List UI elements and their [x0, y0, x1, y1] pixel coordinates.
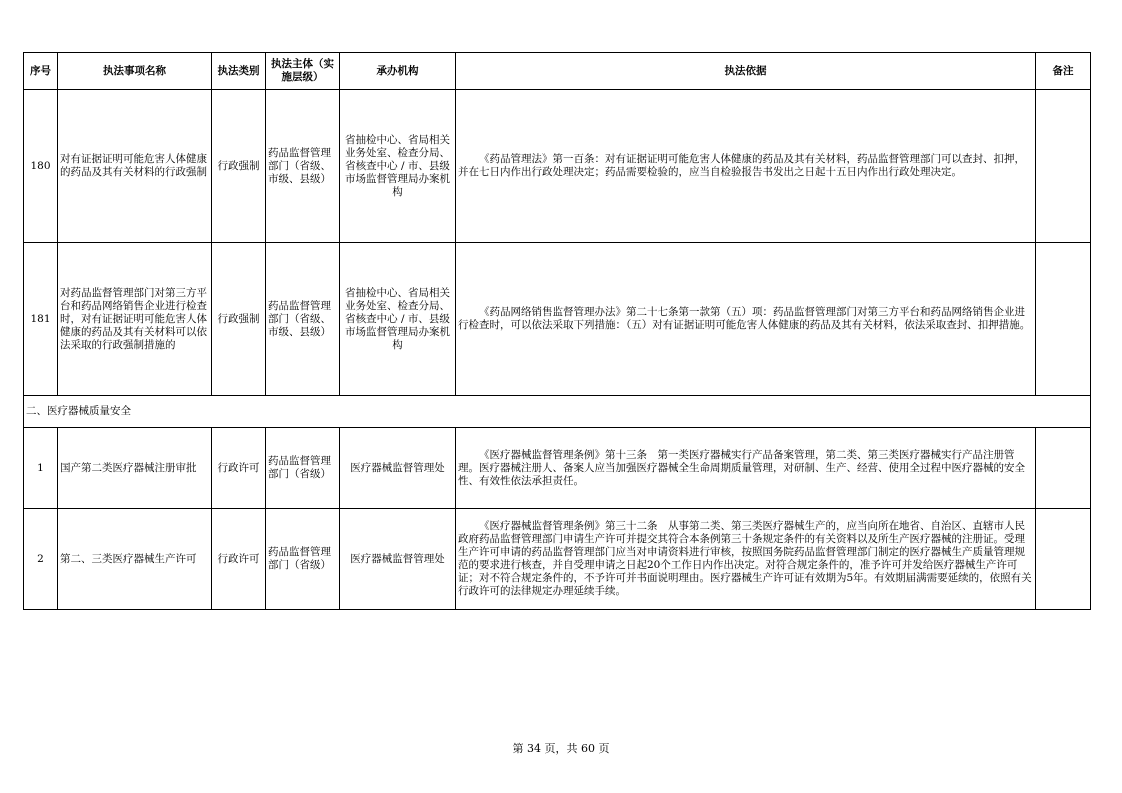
cell-basis: 《药品网络销售监督管理办法》第二十七条第一款第（五）项：药品监督管理部门对第三方平台和药品网络销售企业进行检查时，可以依法采取下列措施：（五）对有证据证明可能危害人体健康的药品及其有关材料，依法采取查封、扣押措施。 [456, 243, 1036, 396]
cell-agency: 省抽检中心、省局相关业务处室、检查分局、省核查中心 / 市、县级市场监督管理局办案机构 [340, 90, 456, 243]
cell-category: 行政强制 [212, 243, 266, 396]
cell-category: 行政许可 [212, 428, 266, 509]
cell-subject: 药品监督管理部门（省级、市级、县级） [266, 243, 340, 396]
cell-seq: 181 [24, 243, 58, 396]
header-category: 执法类别 [212, 53, 266, 90]
cell-category: 行政强制 [212, 90, 266, 243]
header-remark: 备注 [1036, 53, 1091, 90]
cell-name: 对药品监督管理部门对第三方平台和药品网络销售企业进行检查时，对有证据证明可能危害人体健康的药品及其有关材料可以依法采取的行政强制措施的 [58, 243, 212, 396]
section-row [24, 396, 1091, 428]
table-row [24, 509, 1091, 610]
cell-subject: 药品监督管理部门（省级） [266, 509, 340, 610]
cell-agency: 省抽检中心、省局相关业务处室、检查分局、省核查中心 / 市、县级市场监督管理局办案机构 [340, 243, 456, 396]
cell-seq: 180 [24, 90, 58, 243]
cell-basis: 《药品管理法》第一百条：对有证据证明可能危害人体健康的药品及其有关材料，药品监督管理部门可以查封、扣押，并在七日内作出行政处理决定；药品需要检验的，应当自检验报告书发出之日起十五日内作出行政处理决定。 [456, 90, 1036, 243]
cell-seq: 1 [24, 428, 58, 509]
section-title: 二、医疗器械质量安全 [24, 396, 1091, 428]
cell-name: 对有证据证明可能危害人体健康的药品及其有关材料的行政强制 [58, 90, 212, 243]
cell-remark [1036, 509, 1091, 610]
cell-basis: 《医疗器械监督管理条例》第十三条 第一类医疗器械实行产品备案管理，第二类、第三类医疗器械实行产品注册管理。医疗器械注册人、备案人应当加强医疗器械全生命周期质量管理，对研制、生产、经营、使用全过程中医疗器械的安全性、有效性依法承担责任。 [456, 428, 1036, 509]
cell-basis: 《医疗器械监督管理条例》第三十二条 从事第二类、第三类医疗器械生产的，应当向所在地省、自治区、直辖市人民政府药品监督管理部门申请生产许可并提交其符合本条例第三十条规定条件的有关资料以及所生产医疗器械的注册证。受理生产许可申请的药品监督管理部门应当对申请资料进行审核，按照国务院药品监督管理部门制定的医疗器械生产质量管理规范的要求进行核查，并自受理申请之日起20个工作日内作出决定。对符合规定条件的，准予许可并发给医疗器械生产许可证；对不符合规定条件的，不予许可并书面说明理由。医疗器械生产许可证有效期为5年。有效期届满需要延续的，依照有关行政许可的法律规定办理延续手续。 [456, 509, 1036, 610]
cell-subject: 药品监督管理部门（省级、市级、县级） [266, 90, 340, 243]
cell-remark [1036, 243, 1091, 396]
table-header-row [24, 53, 1091, 90]
header-seq: 序号 [24, 53, 58, 90]
table-row [24, 243, 1091, 396]
cell-agency: 医疗器械监督管理处 [340, 428, 456, 509]
cell-name: 国产第二类医疗器械注册审批 [58, 428, 212, 509]
header-name: 执法事项名称 [58, 53, 212, 90]
cell-remark [1036, 90, 1091, 243]
cell-name: 第二、三类医疗器械生产许可 [58, 509, 212, 610]
header-subject: 执法主体（实施层级） [266, 53, 340, 90]
cell-seq: 2 [24, 509, 58, 610]
header-basis: 执法依据 [456, 53, 1036, 90]
table-row [24, 90, 1091, 243]
page-number: 第 34 页，共 60 页 [512, 742, 610, 755]
cell-category: 行政许可 [212, 509, 266, 610]
cell-remark [1036, 428, 1091, 509]
cell-agency: 医疗器械监督管理处 [340, 509, 456, 610]
cell-subject: 药品监督管理部门（省级） [266, 428, 340, 509]
table-row [24, 428, 1091, 509]
enforcement-table [23, 52, 1091, 610]
header-agency: 承办机构 [340, 53, 456, 90]
